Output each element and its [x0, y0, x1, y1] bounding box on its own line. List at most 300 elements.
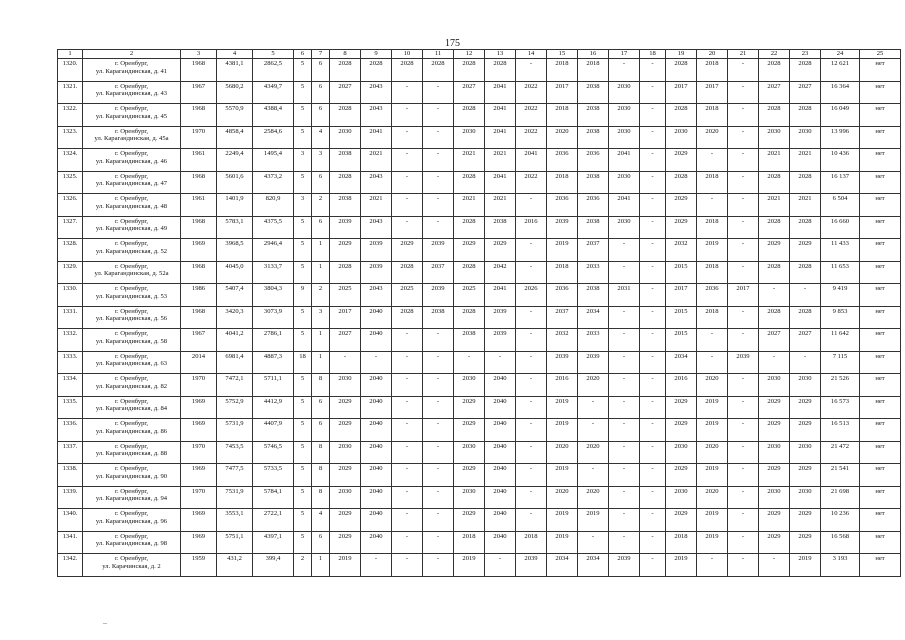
data-cell: 2039: [609, 554, 640, 577]
data-cell: -: [423, 554, 454, 577]
data-cell: -: [609, 531, 640, 554]
data-cell: 2019: [697, 239, 728, 262]
data-cell: 2028: [392, 261, 423, 284]
data-cell: 2019: [547, 531, 578, 554]
data-cell: -: [697, 351, 728, 374]
data-cell: 2018: [547, 261, 578, 284]
data-cell: -: [640, 261, 666, 284]
address-street: ул. Карагандинская, д. 48: [95, 202, 168, 210]
address-street: ул. Карагандинская, д. 86: [95, 427, 168, 435]
data-cell: 2015: [666, 261, 697, 284]
data-cell: -: [392, 509, 423, 532]
year-built-cell: 1970: [181, 486, 217, 509]
data-cell: -: [640, 419, 666, 442]
table-row: [58, 554, 901, 577]
data-cell: 2: [312, 284, 330, 307]
column-header: 20: [697, 50, 728, 59]
row-number-cell: 1333.: [58, 351, 83, 374]
data-cell: 2021: [759, 194, 790, 217]
area-cell: 3073,9: [253, 306, 294, 329]
row-number-cell: 1326.: [58, 194, 83, 217]
data-cell: 2040: [361, 306, 392, 329]
data-cell: 2018: [516, 531, 547, 554]
row-number-cell: 1330.: [58, 284, 83, 307]
data-cell: 1: [312, 239, 330, 262]
area-cell: 4397,1: [253, 531, 294, 554]
data-cell: 2029: [330, 419, 361, 442]
column-header: 10: [392, 50, 423, 59]
data-cell: 2027: [759, 329, 790, 352]
status-cell: нет: [860, 509, 901, 532]
data-cell: 8: [312, 374, 330, 397]
data-cell: -: [640, 171, 666, 194]
cost-cell: 21 472: [821, 441, 860, 464]
data-cell: 9: [294, 284, 312, 307]
table-row: [58, 396, 901, 419]
data-cell: -: [423, 419, 454, 442]
data-cell: -: [640, 239, 666, 262]
data-cell: -: [516, 261, 547, 284]
data-cell: -: [640, 59, 666, 82]
data-cell: -: [728, 59, 759, 82]
data-cell: 3: [312, 306, 330, 329]
row-number-cell: 1325.: [58, 171, 83, 194]
data-cell: -: [516, 486, 547, 509]
data-cell: 2017: [547, 81, 578, 104]
data-cell: 2020: [697, 486, 728, 509]
data-cell: 2018: [547, 59, 578, 82]
data-cell: -: [516, 239, 547, 262]
year-built-cell: 1961: [181, 149, 217, 172]
page-number: 175: [445, 38, 460, 49]
data-cell: 2029: [666, 216, 697, 239]
area-cell: 3133,7: [253, 261, 294, 284]
data-cell: 5: [294, 261, 312, 284]
row-number-cell: 1322.: [58, 104, 83, 127]
data-cell: 2021: [790, 149, 821, 172]
status-cell: нет: [860, 306, 901, 329]
data-cell: -: [640, 216, 666, 239]
data-cell: 2041: [485, 126, 516, 149]
table-row: [58, 104, 901, 127]
data-cell: -: [392, 464, 423, 487]
data-cell: 2038: [485, 216, 516, 239]
data-cell: 2030: [330, 126, 361, 149]
data-cell: 2038: [423, 306, 454, 329]
data-cell: 2028: [759, 171, 790, 194]
status-cell: нет: [860, 531, 901, 554]
data-cell: 2030: [609, 216, 640, 239]
address-cell: [83, 104, 181, 127]
data-cell: 3: [294, 149, 312, 172]
column-header: 25: [860, 50, 901, 59]
data-cell: 2039: [547, 216, 578, 239]
area-cell: 5711,1: [253, 374, 294, 397]
address-city: г. Оренбург,: [114, 420, 149, 427]
data-cell: -: [578, 531, 609, 554]
data-cell: 2022: [516, 171, 547, 194]
cost-cell: 16 513: [821, 419, 860, 442]
data-cell: 2038: [454, 329, 485, 352]
data-cell: 2041: [609, 194, 640, 217]
address-city: г. Оренбург,: [114, 442, 149, 450]
data-cell: 2027: [330, 81, 361, 104]
address-cell: [83, 419, 181, 442]
data-cell: 2041: [485, 171, 516, 194]
data-cell: 2029: [790, 419, 821, 442]
data-cell: 2028: [790, 171, 821, 194]
data-cell: 2022: [516, 104, 547, 127]
column-number-row: [58, 50, 901, 59]
status-cell: нет: [860, 351, 901, 374]
data-cell: 2018: [578, 59, 609, 82]
table-row: [58, 149, 901, 172]
data-cell: -: [728, 509, 759, 532]
data-cell: -: [609, 59, 640, 82]
data-cell: 2029: [454, 509, 485, 532]
address-cell: [83, 59, 181, 82]
data-cell: 2019: [790, 554, 821, 577]
data-cell: -: [728, 261, 759, 284]
data-cell: 1: [312, 351, 330, 374]
data-cell: -: [609, 306, 640, 329]
data-cell: 2043: [361, 81, 392, 104]
data-cell: -: [578, 396, 609, 419]
area-cell: 2946,4: [253, 239, 294, 262]
data-cell: 2028: [454, 306, 485, 329]
data-cell: 2041: [485, 104, 516, 127]
data-cell: 2028: [790, 306, 821, 329]
data-cell: 2041: [516, 149, 547, 172]
data-cell: -: [392, 171, 423, 194]
data-cell: 8: [312, 486, 330, 509]
data-cell: -: [516, 509, 547, 532]
address-cell: [83, 351, 181, 374]
cost-cell: 11 653: [821, 261, 860, 284]
data-cell: 2038: [578, 171, 609, 194]
row-number-cell: 1337.: [58, 441, 83, 464]
cost-cell: 21 541: [821, 464, 860, 487]
data-cell: -: [516, 306, 547, 329]
data-cell: 2029: [666, 396, 697, 419]
status-cell: нет: [860, 171, 901, 194]
data-cell: 2030: [790, 441, 821, 464]
data-cell: 2036: [547, 149, 578, 172]
column-header: 21: [728, 50, 759, 59]
data-cell: 2039: [578, 351, 609, 374]
data-cell: 2021: [454, 149, 485, 172]
address-city: г. Оренбург,: [114, 217, 149, 225]
year-built-cell: 1986: [181, 284, 217, 307]
address-street: ул. Карагандинская, д. 41: [95, 67, 168, 75]
data-cell: -: [485, 351, 516, 374]
data-cell: 2033: [578, 261, 609, 284]
data-cell: -: [759, 351, 790, 374]
area-cell: 1495,4: [253, 149, 294, 172]
cost-cell: 9 853: [821, 306, 860, 329]
data-cell: -: [697, 194, 728, 217]
data-cell: 2040: [361, 464, 392, 487]
data-cell: 2028: [790, 261, 821, 284]
cost-cell: 16 049: [821, 104, 860, 127]
data-cell: 2040: [361, 509, 392, 532]
data-cell: -: [609, 509, 640, 532]
data-cell: 5: [294, 441, 312, 464]
year-built-cell: 1959: [181, 554, 217, 577]
data-cell: 2018: [697, 171, 728, 194]
data-cell: 2040: [361, 374, 392, 397]
data-cell: 2018: [547, 104, 578, 127]
data-cell: 2039: [485, 329, 516, 352]
status-cell: нет: [860, 464, 901, 487]
data-cell: 2029: [330, 396, 361, 419]
data-cell: 2038: [578, 104, 609, 127]
data-cell: 2034: [578, 306, 609, 329]
address-city: г. Оренбург,: [114, 510, 149, 517]
column-header: 4: [217, 50, 253, 59]
data-cell: 2037: [423, 261, 454, 284]
data-cell: 2037: [578, 239, 609, 262]
data-cell: 2028: [454, 261, 485, 284]
data-cell: 2028: [392, 306, 423, 329]
data-cell: 2030: [454, 441, 485, 464]
address-street: ул. Карагандинская, д. 82: [95, 382, 168, 390]
data-cell: 2027: [790, 329, 821, 352]
data-cell: -: [640, 531, 666, 554]
data-cell: -: [361, 554, 392, 577]
data-cell: 5: [294, 59, 312, 82]
data-cell: -: [640, 486, 666, 509]
data-cell: 2018: [697, 104, 728, 127]
address-city: г. Оренбург,: [114, 172, 149, 180]
column-header: 8: [330, 50, 361, 59]
address-street: ул. Карагандинская, д. 53: [95, 292, 168, 300]
data-cell: 2028: [759, 216, 790, 239]
data-cell: 2020: [547, 441, 578, 464]
data-cell: -: [728, 396, 759, 419]
area-cell: 820,9: [253, 194, 294, 217]
data-cell: -: [640, 464, 666, 487]
data-cell: -: [392, 419, 423, 442]
data-cell: 2041: [485, 81, 516, 104]
data-cell: 2041: [609, 149, 640, 172]
data-cell: 2029: [759, 396, 790, 419]
data-cell: 2028: [666, 104, 697, 127]
data-cell: 6: [312, 396, 330, 419]
data-cell: -: [392, 374, 423, 397]
data-cell: 2043: [361, 216, 392, 239]
data-cell: 2021: [485, 149, 516, 172]
cost-cell: 16 137: [821, 171, 860, 194]
data-cell: 2018: [454, 531, 485, 554]
data-cell: -: [609, 374, 640, 397]
area-cell: 431,2: [217, 554, 253, 577]
area-cell: 4388,4: [253, 104, 294, 127]
data-cell: -: [640, 441, 666, 464]
address-city: г. Оренбург,: [114, 330, 149, 337]
data-cell: 2034: [547, 554, 578, 577]
data-cell: -: [697, 554, 728, 577]
status-cell: нет: [860, 126, 901, 149]
address-street: ул. Карагандинская, д. 94: [95, 495, 168, 503]
column-header: 15: [547, 50, 578, 59]
address-cell: [83, 396, 181, 419]
data-cell: -: [392, 441, 423, 464]
address-cell: [83, 126, 181, 149]
area-cell: 7472,1: [217, 374, 253, 397]
data-cell: -: [423, 216, 454, 239]
status-cell: нет: [860, 329, 901, 352]
data-cell: 2029: [759, 464, 790, 487]
row-number-cell: 1331.: [58, 306, 83, 329]
data-cell: 2029: [790, 531, 821, 554]
status-cell: нет: [860, 284, 901, 307]
data-cell: 2038: [578, 216, 609, 239]
table-row: [58, 59, 901, 82]
area-cell: 5783,1: [217, 216, 253, 239]
data-cell: -: [392, 194, 423, 217]
data-cell: 2019: [697, 531, 728, 554]
data-cell: 2019: [666, 554, 697, 577]
data-cell: -: [728, 194, 759, 217]
area-cell: 4412,9: [253, 396, 294, 419]
data-cell: -: [728, 419, 759, 442]
data-cell: 2030: [790, 374, 821, 397]
data-cell: -: [423, 329, 454, 352]
area-cell: 399,4: [253, 554, 294, 577]
column-header: 7: [312, 50, 330, 59]
data-cell: 2030: [609, 126, 640, 149]
address-city: г. Оренбург,: [114, 240, 149, 247]
year-built-cell: 1967: [181, 81, 217, 104]
address-city: г. Оренбург,: [114, 127, 149, 135]
address-cell: [83, 464, 181, 487]
cost-cell: 16 568: [821, 531, 860, 554]
area-cell: 5733,5: [253, 464, 294, 487]
status-cell: нет: [860, 239, 901, 262]
data-cell: 2040: [361, 329, 392, 352]
row-number-cell: 1332.: [58, 329, 83, 352]
data-cell: -: [392, 486, 423, 509]
area-cell: 5746,5: [253, 441, 294, 464]
year-built-cell: 1961: [181, 194, 217, 217]
area-cell: 5731,9: [217, 419, 253, 442]
table-row: [58, 486, 901, 509]
area-cell: 5601,6: [217, 171, 253, 194]
area-cell: 7477,5: [217, 464, 253, 487]
status-cell: нет: [860, 486, 901, 509]
data-cell: 5: [294, 509, 312, 532]
data-cell: -: [361, 351, 392, 374]
data-cell: 2021: [361, 149, 392, 172]
table-row: [58, 464, 901, 487]
area-cell: 4045,0: [217, 261, 253, 284]
area-cell: 2786,1: [253, 329, 294, 352]
data-cell: -: [578, 419, 609, 442]
data-cell: 2036: [578, 149, 609, 172]
row-number-cell: 1324.: [58, 149, 83, 172]
data-cell: 2029: [330, 509, 361, 532]
row-number-cell: 1341.: [58, 531, 83, 554]
data-cell: -: [728, 149, 759, 172]
cost-cell: 21 526: [821, 374, 860, 397]
data-cell: 1: [312, 554, 330, 577]
data-cell: 2040: [485, 374, 516, 397]
data-cell: 2036: [578, 194, 609, 217]
data-cell: 2: [312, 194, 330, 217]
column-header: 18: [640, 50, 666, 59]
data-cell: 2021: [361, 194, 392, 217]
data-cell: 2019: [578, 509, 609, 532]
data-cell: 2019: [547, 509, 578, 532]
data-cell: 8: [312, 464, 330, 487]
data-cell: 2038: [330, 149, 361, 172]
data-cell: 2034: [666, 351, 697, 374]
data-cell: 2039: [547, 351, 578, 374]
data-cell: 2017: [697, 81, 728, 104]
data-cell: -: [697, 329, 728, 352]
address-street: ул. Карагандинская, д. 45: [95, 112, 168, 120]
area-cell: 5407,4: [217, 284, 253, 307]
data-cell: 6: [312, 81, 330, 104]
year-built-cell: 1970: [181, 374, 217, 397]
data-cell: -: [392, 149, 423, 172]
data-cell: 2028: [392, 59, 423, 82]
year-built-cell: 1967: [181, 329, 217, 352]
year-built-cell: 1968: [181, 171, 217, 194]
data-cell: 2040: [361, 486, 392, 509]
cost-cell: 6 504: [821, 194, 860, 217]
address-street: ул. Карагандинская, д. 56: [95, 315, 168, 323]
address-street: ул. Карагандинская, д. 52: [95, 247, 168, 255]
table-row: [58, 306, 901, 329]
data-cell: -: [790, 284, 821, 307]
data-cell: 2029: [759, 419, 790, 442]
data-cell: 2040: [485, 486, 516, 509]
data-cell: 2040: [485, 531, 516, 554]
area-cell: 7531,9: [217, 486, 253, 509]
data-cell: 2030: [790, 126, 821, 149]
data-cell: 2020: [578, 374, 609, 397]
data-cell: 2034: [578, 554, 609, 577]
data-cell: 2029: [790, 464, 821, 487]
data-cell: 2027: [330, 329, 361, 352]
data-cell: 2027: [790, 81, 821, 104]
area-cell: 3968,5: [217, 239, 253, 262]
data-cell: -: [728, 239, 759, 262]
data-cell: 2030: [609, 81, 640, 104]
area-cell: 7453,5: [217, 441, 253, 464]
data-cell: 5: [294, 374, 312, 397]
data-cell: 2018: [547, 171, 578, 194]
data-cell: 2030: [666, 486, 697, 509]
address-city: г. Оренбург,: [114, 375, 149, 382]
status-cell: нет: [860, 216, 901, 239]
data-cell: -: [423, 441, 454, 464]
data-cell: 2030: [666, 441, 697, 464]
data-cell: 2039: [728, 351, 759, 374]
data-cell: 2029: [666, 509, 697, 532]
year-built-cell: 2014: [181, 351, 217, 374]
cost-cell: 9 419: [821, 284, 860, 307]
data-cell: 1: [312, 329, 330, 352]
data-cell: 2028: [759, 104, 790, 127]
data-cell: 2016: [516, 216, 547, 239]
address-cell: [83, 374, 181, 397]
data-cell: 2027: [759, 81, 790, 104]
data-cell: -: [423, 351, 454, 374]
address-city: г. Оренбург,: [114, 195, 149, 202]
